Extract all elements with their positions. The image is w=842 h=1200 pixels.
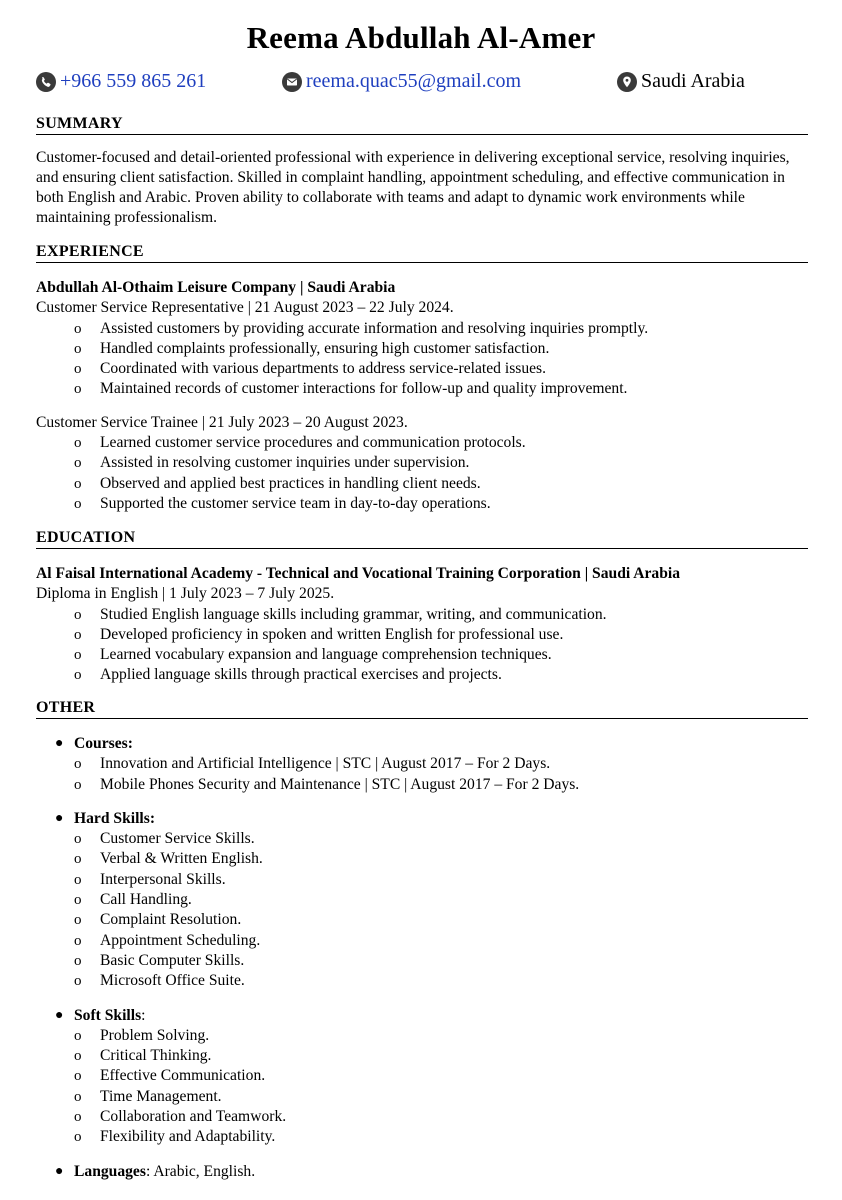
list-item: o Time Management. [74, 1087, 222, 1105]
courses-label: ● Courses: [55, 735, 133, 752]
other-section [36, 698, 808, 1182]
list-item: o Effective Communication. [74, 1067, 266, 1085]
summary-section [36, 114, 808, 228]
email-contact[interactable] [282, 70, 521, 93]
soft-skills-label: ● Soft Skills: [55, 1006, 146, 1024]
experience-section [36, 242, 808, 514]
summary-heading: SUMMARY [36, 114, 808, 135]
list-item: o Applied language skills through practical exercises and projects. [74, 666, 502, 684]
role-title: Customer Service Representative | 21 August 2023 – 22 July 2024. [36, 299, 454, 317]
list-item: o Interpersonal Skills. [74, 870, 226, 888]
company-name: Abdullah Al-Othaim Leisure Company | Saudi Arabia [36, 279, 396, 296]
list-item: o Observed and applied best practices in handling client needs. [74, 474, 481, 492]
phone-number: +966 559 865 261 [60, 70, 207, 92]
phone-contact[interactable] [36, 70, 206, 93]
email-icon [282, 72, 302, 92]
list-item: o Verbal & Written English. [74, 850, 263, 868]
list-item: o Assisted customers by providing accurate information and resolving inquiries promptly. [74, 319, 649, 337]
list-item: o Learned vocabulary expansion and language comprehension techniques. [74, 646, 552, 664]
list-item: o Handled complaints professionally, ensuring high customer satisfaction. [74, 339, 550, 357]
list-item: o Studied English language skills including grammar, writing, and communication. [74, 605, 607, 623]
email-address: reema.quac55@gmail.com [306, 70, 521, 92]
other-heading: OTHER [36, 698, 808, 719]
institution-name: Al Faisal International Academy - Technical and Vocational Training Corporation | Saudi Arabia [36, 565, 681, 582]
list-item: o Collaboration and Teamwork. [74, 1108, 287, 1126]
education-heading: EDUCATION [36, 528, 808, 549]
list-item: o Problem Solving. [74, 1026, 210, 1044]
list-item: o Innovation and Artificial Intelligence | STC | August 2017 – For 2 Days. [74, 755, 551, 773]
list-item: o Critical Thinking. [74, 1047, 212, 1065]
list-item: o Supported the customer service team in day-to-day operations. [74, 494, 491, 512]
list-item: o Learned customer service procedures and communication protocols. [74, 434, 526, 452]
contact-row [0, 70, 842, 100]
list-item: o Coordinated with various departments to address service-related issues. [74, 360, 547, 378]
list-item: o Assisted in resolving customer inquiries under supervision. [74, 454, 470, 472]
list-item: o Developed proficiency in spoken and written English for professional use. [74, 625, 564, 643]
hard-skills-label: ● Hard Skills: [55, 809, 156, 827]
role-title: Customer Service Trainee | 21 July 2023 – 20 August 2023. [36, 413, 408, 431]
languages-line: ● Languages: Arabic, English. [55, 1162, 256, 1180]
list-item: o Microsoft Office Suite. [74, 972, 245, 990]
list-item: o Call Handling. [74, 891, 192, 909]
summary-text: Customer-focused and detail-oriented professional with experience in delivering exceptional service, resolving inquiries, and ensuring client satisfaction. Skilled in complaint handling, appointment scheduling, and effective communication in both English and Arabic. Proven ability to collaborate with teams and adapt to dynamic work environments while maintaining professionalism. [36, 149, 790, 226]
list-item: o Customer Service Skills. [74, 830, 255, 848]
experience-heading: EXPERIENCE [36, 242, 808, 263]
list-item: o Flexibility and Adaptability. [74, 1128, 276, 1146]
list-item: o Complaint Resolution. [74, 911, 242, 929]
list-item: o Mobile Phones Security and Maintenance | STC | August 2017 – For 2 Days. [74, 775, 580, 793]
candidate-name: Reema Abdullah Al-Amer [246, 20, 596, 55]
phone-icon [36, 72, 56, 92]
list-item: o Maintained records of customer interactions for follow-up and quality improvement. [74, 380, 628, 398]
list-item: o Basic Computer Skills. [74, 951, 245, 969]
degree-title: Diploma in English | 1 July 2023 – 7 July 2025. [36, 585, 335, 603]
location-contact [617, 70, 745, 93]
list-item: o Appointment Scheduling. [74, 931, 261, 949]
location-pin-icon [617, 72, 637, 92]
education-section [36, 528, 808, 686]
location-text: Saudi Arabia [641, 70, 745, 92]
